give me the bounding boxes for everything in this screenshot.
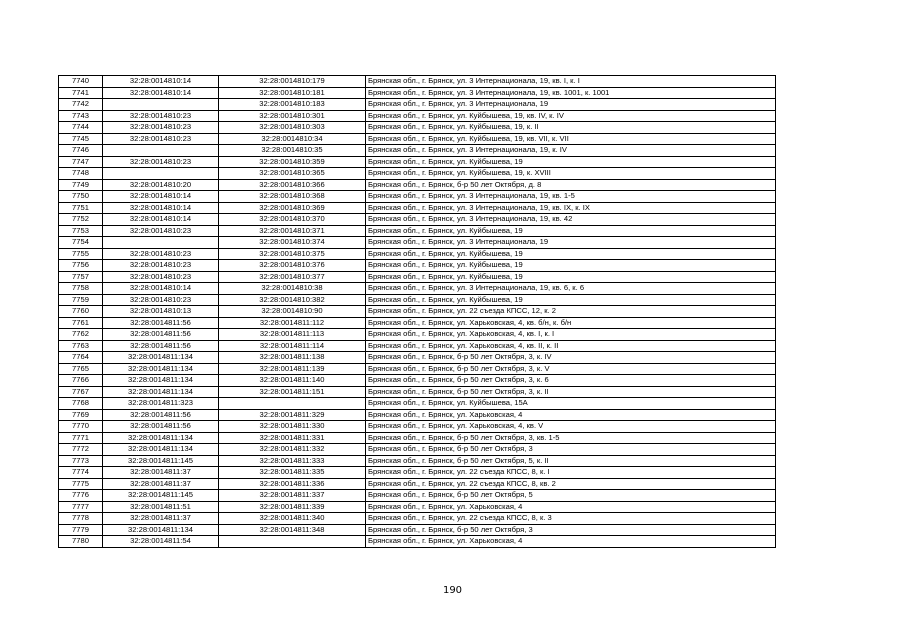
object-cadastral-number-cell: 32:28:0014810:382 (219, 294, 366, 306)
row-number-cell: 7741 (59, 87, 103, 99)
address-cell: Брянская обл., г. Брянск, ул. Куйбышева, 19 (366, 260, 776, 272)
table-row (59, 478, 776, 490)
address-cell: Брянская обл., г. Брянск, ул. 22 съезда КПСС, 8, кв. 2 (366, 478, 776, 490)
object-cadastral-number-cell: 32:28:0014811:331 (219, 432, 366, 444)
quarter-cadastral-number-cell: 32:28:0014811:37 (103, 467, 219, 479)
row-number-cell: 7752 (59, 214, 103, 226)
row-number-cell: 7779 (59, 524, 103, 536)
quarter-cadastral-number-cell: 32:28:0014810:14 (103, 202, 219, 214)
table-row (59, 306, 776, 318)
quarter-cadastral-number-cell: 32:28:0014811:37 (103, 478, 219, 490)
table-row (59, 110, 776, 122)
quarter-cadastral-number-cell: 32:28:0014811:323 (103, 398, 219, 410)
object-cadastral-number-cell: 32:28:0014810:368 (219, 191, 366, 203)
object-cadastral-number-cell: 32:28:0014811:337 (219, 490, 366, 502)
row-number-cell: 7759 (59, 294, 103, 306)
object-cadastral-number-cell: 32:28:0014811:112 (219, 317, 366, 329)
row-number-cell: 7770 (59, 421, 103, 433)
address-cell: Брянская обл., г. Брянск, ул. 3 Интернационала, 19, кв. 6, к. 6 (366, 283, 776, 295)
table-row (59, 237, 776, 249)
object-cadastral-number-cell: 32:28:0014810:365 (219, 168, 366, 180)
registry-table-body (59, 76, 776, 548)
quarter-cadastral-number-cell: 32:28:0014810:23 (103, 122, 219, 134)
address-cell: Брянская обл., г. Брянск, ул. Харьковская, 4, кв. II, к. II (366, 340, 776, 352)
row-number-cell: 7778 (59, 513, 103, 525)
table-row (59, 214, 776, 226)
object-cadastral-number-cell: 32:28:0014810:34 (219, 133, 366, 145)
address-cell: Брянская обл., г. Брянск, ул. 3 Интернационала, 19, к. IV (366, 145, 776, 157)
table-row (59, 317, 776, 329)
row-number-cell: 7743 (59, 110, 103, 122)
row-number-cell: 7755 (59, 248, 103, 260)
table-row (59, 501, 776, 513)
address-cell: Брянская обл., г. Брянск, ул. 3 Интернационала, 19 (366, 237, 776, 249)
table-row (59, 513, 776, 525)
object-cadastral-number-cell: 32:28:0014810:374 (219, 237, 366, 249)
address-cell: Брянская обл., г. Брянск, ул. Куйбышева, 19, к. II (366, 122, 776, 134)
table-row (59, 363, 776, 375)
quarter-cadastral-number-cell: 32:28:0014811:51 (103, 501, 219, 513)
quarter-cadastral-number-cell: 32:28:0014810:23 (103, 271, 219, 283)
quarter-cadastral-number-cell: 32:28:0014810:23 (103, 110, 219, 122)
quarter-cadastral-number-cell: 32:28:0014810:20 (103, 179, 219, 191)
quarter-cadastral-number-cell: 32:28:0014810:14 (103, 76, 219, 88)
object-cadastral-number-cell: 32:28:0014810:359 (219, 156, 366, 168)
quarter-cadastral-number-cell: 32:28:0014810:14 (103, 214, 219, 226)
row-number-cell: 7749 (59, 179, 103, 191)
table-row (59, 432, 776, 444)
quarter-cadastral-number-cell (103, 145, 219, 157)
address-cell: Брянская обл., г. Брянск, ул. Куйбышева, 19 (366, 248, 776, 260)
row-number-cell: 7773 (59, 455, 103, 467)
table-row (59, 145, 776, 157)
table-row (59, 260, 776, 272)
quarter-cadastral-number-cell: 32:28:0014811:134 (103, 432, 219, 444)
object-cadastral-number-cell: 32:28:0014811:113 (219, 329, 366, 341)
table-row (59, 294, 776, 306)
row-number-cell: 7763 (59, 340, 103, 352)
row-number-cell: 7750 (59, 191, 103, 203)
address-cell: Брянская обл., г. Брянск, ул. Куйбышева, 19 (366, 271, 776, 283)
row-number-cell: 7756 (59, 260, 103, 272)
object-cadastral-number-cell: 32:28:0014811:139 (219, 363, 366, 375)
table-row (59, 202, 776, 214)
table-row (59, 536, 776, 548)
address-cell: Брянская обл., г. Брянск, ул. 3 Интернационала, 19, кв. I, к. I (366, 76, 776, 88)
object-cadastral-number-cell: 32:28:0014811:138 (219, 352, 366, 364)
row-number-cell: 7754 (59, 237, 103, 249)
object-cadastral-number-cell: 32:28:0014810:90 (219, 306, 366, 318)
object-cadastral-number-cell: 32:28:0014811:330 (219, 421, 366, 433)
object-cadastral-number-cell: 32:28:0014810:369 (219, 202, 366, 214)
row-number-cell: 7780 (59, 536, 103, 548)
table-row (59, 179, 776, 191)
table-row (59, 490, 776, 502)
table-row (59, 76, 776, 88)
table-row (59, 248, 776, 260)
table-row (59, 455, 776, 467)
table-row (59, 329, 776, 341)
object-cadastral-number-cell: 32:28:0014810:370 (219, 214, 366, 226)
address-cell: Брянская обл., г. Брянск, б-р 50 лет Октября, 3, к. V (366, 363, 776, 375)
row-number-cell: 7764 (59, 352, 103, 364)
address-cell: Брянская обл., г. Брянск, ул. Куйбышева, 19, кв. IV, к. IV (366, 110, 776, 122)
row-number-cell: 7742 (59, 99, 103, 111)
object-cadastral-number-cell: 32:28:0014810:301 (219, 110, 366, 122)
quarter-cadastral-number-cell: 32:28:0014811:54 (103, 536, 219, 548)
row-number-cell: 7761 (59, 317, 103, 329)
object-cadastral-number-cell: 32:28:0014810:181 (219, 87, 366, 99)
row-number-cell: 7757 (59, 271, 103, 283)
table-row (59, 398, 776, 410)
object-cadastral-number-cell: 32:28:0014811:348 (219, 524, 366, 536)
table-row (59, 271, 776, 283)
table-row (59, 87, 776, 99)
address-cell: Брянская обл., г. Брянск, ул. Харьковская, 4 (366, 409, 776, 421)
object-cadastral-number-cell: 32:28:0014811:340 (219, 513, 366, 525)
quarter-cadastral-number-cell (103, 99, 219, 111)
quarter-cadastral-number-cell: 32:28:0014811:134 (103, 352, 219, 364)
table-row (59, 467, 776, 479)
row-number-cell: 7776 (59, 490, 103, 502)
address-cell: Брянская обл., г. Брянск, ул. 3 Интернационала, 19, кв. 1001, к. 1001 (366, 87, 776, 99)
table-row (59, 352, 776, 364)
row-number-cell: 7744 (59, 122, 103, 134)
quarter-cadastral-number-cell: 32:28:0014811:145 (103, 455, 219, 467)
object-cadastral-number-cell: 32:28:0014810:303 (219, 122, 366, 134)
table-row (59, 168, 776, 180)
object-cadastral-number-cell: 32:28:0014810:183 (219, 99, 366, 111)
quarter-cadastral-number-cell: 32:28:0014810:23 (103, 248, 219, 260)
address-cell: Брянская обл., г. Брянск, ул. Харьковская, 4 (366, 501, 776, 513)
quarter-cadastral-number-cell (103, 168, 219, 180)
table-row (59, 191, 776, 203)
row-number-cell: 7769 (59, 409, 103, 421)
table-row (59, 375, 776, 387)
object-cadastral-number-cell: 32:28:0014811:114 (219, 340, 366, 352)
row-number-cell: 7740 (59, 76, 103, 88)
object-cadastral-number-cell: 32:28:0014810:371 (219, 225, 366, 237)
table-row (59, 421, 776, 433)
property-registry-table (58, 75, 776, 548)
address-cell: Брянская обл., г. Брянск, ул. Харьковская, 4, кв. I, к. I (366, 329, 776, 341)
quarter-cadastral-number-cell: 32:28:0014810:23 (103, 156, 219, 168)
row-number-cell: 7777 (59, 501, 103, 513)
object-cadastral-number-cell: 32:28:0014811:335 (219, 467, 366, 479)
address-cell: Брянская обл., г. Брянск, б-р 50 лет Октября, 3 (366, 524, 776, 536)
address-cell: Брянская обл., г. Брянск, б-р 50 лет Октября, 3, к. IV (366, 352, 776, 364)
quarter-cadastral-number-cell: 32:28:0014810:23 (103, 225, 219, 237)
address-cell: Брянская обл., г. Брянск, ул. 3 Интернационала, 19 (366, 99, 776, 111)
object-cadastral-number-cell: 32:28:0014811:329 (219, 409, 366, 421)
row-number-cell: 7747 (59, 156, 103, 168)
quarter-cadastral-number-cell: 32:28:0014810:23 (103, 133, 219, 145)
quarter-cadastral-number-cell (103, 237, 219, 249)
object-cadastral-number-cell: 32:28:0014810:375 (219, 248, 366, 260)
quarter-cadastral-number-cell: 32:28:0014811:145 (103, 490, 219, 502)
row-number-cell: 7753 (59, 225, 103, 237)
table-row (59, 340, 776, 352)
row-number-cell: 7745 (59, 133, 103, 145)
row-number-cell: 7768 (59, 398, 103, 410)
object-cadastral-number-cell (219, 536, 366, 548)
object-cadastral-number-cell: 32:28:0014811:339 (219, 501, 366, 513)
row-number-cell: 7746 (59, 145, 103, 157)
quarter-cadastral-number-cell: 32:28:0014811:56 (103, 317, 219, 329)
table-row (59, 225, 776, 237)
quarter-cadastral-number-cell: 32:28:0014811:37 (103, 513, 219, 525)
address-cell: Брянская обл., г. Брянск, ул. Куйбышева, 19 (366, 225, 776, 237)
row-number-cell: 7762 (59, 329, 103, 341)
address-cell: Брянская обл., г. Брянск, б-р 50 лет Октября, 3, к. II (366, 386, 776, 398)
row-number-cell: 7760 (59, 306, 103, 318)
page-number: 190 (442, 585, 463, 596)
address-cell: Брянская обл., г. Брянск, б-р 50 лет Октября, 5 (366, 490, 776, 502)
address-cell: Брянская обл., г. Брянск, ул. Куйбышева, 19, кв. VII, к. VII (366, 133, 776, 145)
row-number-cell: 7765 (59, 363, 103, 375)
quarter-cadastral-number-cell: 32:28:0014810:14 (103, 191, 219, 203)
address-cell: Брянская обл., г. Брянск, б-р 50 лет Октября, д. 8 (366, 179, 776, 191)
quarter-cadastral-number-cell: 32:28:0014811:56 (103, 421, 219, 433)
object-cadastral-number-cell: 32:28:0014811:332 (219, 444, 366, 456)
quarter-cadastral-number-cell: 32:28:0014811:134 (103, 524, 219, 536)
address-cell: Брянская обл., г. Брянск, ул. Харьковская, 4, кв. б/н, к. б/н (366, 317, 776, 329)
quarter-cadastral-number-cell: 32:28:0014811:134 (103, 386, 219, 398)
object-cadastral-number-cell: 32:28:0014810:35 (219, 145, 366, 157)
object-cadastral-number-cell: 32:28:0014810:376 (219, 260, 366, 272)
address-cell: Брянская обл., г. Брянск, ул. Куйбышева, 15А (366, 398, 776, 410)
address-cell: Брянская обл., г. Брянск, ул. Харьковская, 4 (366, 536, 776, 548)
row-number-cell: 7748 (59, 168, 103, 180)
quarter-cadastral-number-cell: 32:28:0014811:56 (103, 409, 219, 421)
address-cell: Брянская обл., г. Брянск, ул. 3 Интернационала, 19, кв. 42 (366, 214, 776, 226)
table-row (59, 156, 776, 168)
address-cell: Брянская обл., г. Брянск, ул. Куйбышева, 19, к. XVIII (366, 168, 776, 180)
address-cell: Брянская обл., г. Брянск, ул. 3 Интернационала, 19, кв. 1-5 (366, 191, 776, 203)
object-cadastral-number-cell: 32:28:0014810:38 (219, 283, 366, 295)
row-number-cell: 7772 (59, 444, 103, 456)
address-cell: Брянская обл., г. Брянск, ул. Куйбышева, 19 (366, 156, 776, 168)
address-cell: Брянская обл., г. Брянск, б-р 50 лет Октября, 3, к. 6 (366, 375, 776, 387)
address-cell: Брянская обл., г. Брянск, б-р 50 лет Октября, 3, кв. 1-5 (366, 432, 776, 444)
quarter-cadastral-number-cell: 32:28:0014811:134 (103, 363, 219, 375)
object-cadastral-number-cell: 32:28:0014810:366 (219, 179, 366, 191)
row-number-cell: 7758 (59, 283, 103, 295)
row-number-cell: 7771 (59, 432, 103, 444)
object-cadastral-number-cell: 32:28:0014811:333 (219, 455, 366, 467)
quarter-cadastral-number-cell: 32:28:0014811:56 (103, 340, 219, 352)
address-cell: Брянская обл., г. Брянск, ул. Куйбышева, 19 (366, 294, 776, 306)
quarter-cadastral-number-cell: 32:28:0014810:14 (103, 283, 219, 295)
row-number-cell: 7767 (59, 386, 103, 398)
object-cadastral-number-cell: 32:28:0014811:336 (219, 478, 366, 490)
quarter-cadastral-number-cell: 32:28:0014810:13 (103, 306, 219, 318)
table-row (59, 122, 776, 134)
address-cell: Брянская обл., г. Брянск, ул. 22 съезда КПСС, 12, к. 2 (366, 306, 776, 318)
quarter-cadastral-number-cell: 32:28:0014811:56 (103, 329, 219, 341)
table-row (59, 283, 776, 295)
table-row (59, 409, 776, 421)
table-row (59, 133, 776, 145)
address-cell: Брянская обл., г. Брянск, б-р 50 лет Октября, 3 (366, 444, 776, 456)
object-cadastral-number-cell: 32:28:0014811:140 (219, 375, 366, 387)
table-row (59, 386, 776, 398)
object-cadastral-number-cell: 32:28:0014810:377 (219, 271, 366, 283)
row-number-cell: 7766 (59, 375, 103, 387)
row-number-cell: 7774 (59, 467, 103, 479)
row-number-cell: 7751 (59, 202, 103, 214)
quarter-cadastral-number-cell: 32:28:0014810:14 (103, 87, 219, 99)
object-cadastral-number-cell (219, 398, 366, 410)
table-row (59, 524, 776, 536)
address-cell: Брянская обл., г. Брянск, ул. 22 съезда КПСС, 8, к. 3 (366, 513, 776, 525)
table-row (59, 99, 776, 111)
quarter-cadastral-number-cell: 32:28:0014811:134 (103, 444, 219, 456)
object-cadastral-number-cell: 32:28:0014811:151 (219, 386, 366, 398)
object-cadastral-number-cell: 32:28:0014810:179 (219, 76, 366, 88)
address-cell: Брянская обл., г. Брянск, ул. 22 съезда КПСС, 8, к. I (366, 467, 776, 479)
address-cell: Брянская обл., г. Брянск, ул. 3 Интернационала, 19, кв. IX, к. IX (366, 202, 776, 214)
table-row (59, 444, 776, 456)
row-number-cell: 7775 (59, 478, 103, 490)
address-cell: Брянская обл., г. Брянск, б-р 50 лет Октября, 5, к. II (366, 455, 776, 467)
quarter-cadastral-number-cell: 32:28:0014811:134 (103, 375, 219, 387)
quarter-cadastral-number-cell: 32:28:0014810:23 (103, 294, 219, 306)
address-cell: Брянская обл., г. Брянск, ул. Харьковская, 4, кв. V (366, 421, 776, 433)
quarter-cadastral-number-cell: 32:28:0014810:23 (103, 260, 219, 272)
